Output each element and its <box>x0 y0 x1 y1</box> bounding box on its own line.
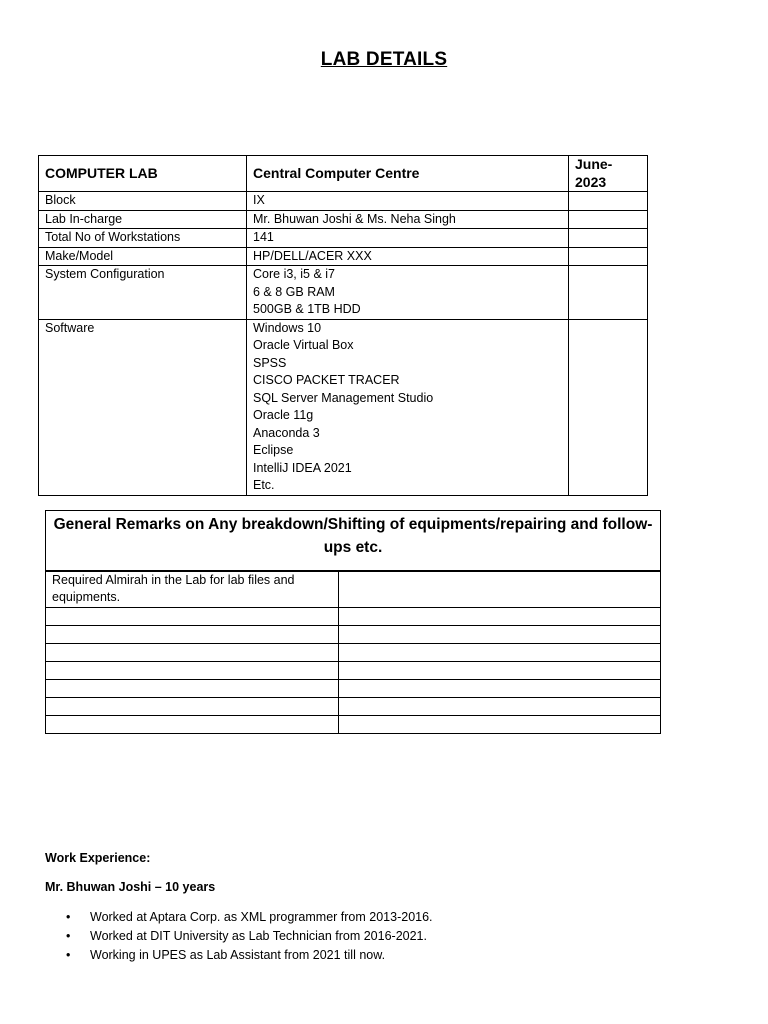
row-label: Lab In-charge <box>39 210 247 229</box>
value-line: SPSS <box>253 355 287 370</box>
value-line: Anaconda 3 <box>253 425 320 440</box>
row-label: System Configuration <box>39 266 247 320</box>
experience-text: Worked at DIT University as Lab Technician from 2016-2021. <box>90 929 427 943</box>
table-row <box>46 680 661 698</box>
value-line: Oracle Virtual Box <box>253 338 354 352</box>
table-row <box>46 626 661 644</box>
value-line: HP/DELL/ACER XXX <box>253 248 372 263</box>
row-extra-cell <box>569 319 648 495</box>
row-label: Software <box>39 319 247 495</box>
value-line: IX <box>253 193 265 207</box>
table-row <box>39 247 648 266</box>
follow-up-cell <box>338 680 660 698</box>
table-row <box>39 266 648 320</box>
value-line: Mr. Bhuwan Joshi & Ms. Neha Singh <box>253 211 456 226</box>
row-label: Make/Model <box>39 247 247 266</box>
row-value <box>247 319 569 495</box>
value-line: Oracle 11g <box>253 408 314 422</box>
follow-up-cell <box>338 716 660 734</box>
row-value <box>247 229 569 248</box>
lab-details-table <box>38 155 648 496</box>
value-line: 6 & 8 GB RAM <box>253 284 335 299</box>
experience-text: Working in UPES as Lab Assistant from 2021 till now. <box>90 948 386 962</box>
work-experience-heading: Work Experience: <box>45 851 151 865</box>
row-extra-cell <box>569 229 648 248</box>
row-label: Total No of Workstations <box>39 229 247 248</box>
remark-cell: Required Almirah in the Lab for lab files and equipments. <box>46 572 339 608</box>
follow-up-cell <box>338 608 660 626</box>
table-row <box>39 229 648 248</box>
value-line: SQL Server Management Studio <box>253 390 434 405</box>
follow-up-cell <box>338 572 660 608</box>
row-extra-cell <box>569 247 648 266</box>
value-line: IntelliJ IDEA 2021 <box>253 460 352 475</box>
list-item <box>45 928 433 947</box>
bullet-icon: • <box>66 910 71 924</box>
row-extra-cell <box>569 210 648 229</box>
bullet-icon: • <box>66 948 71 962</box>
table-row <box>46 608 661 626</box>
follow-up-cell <box>338 626 660 644</box>
remark-cell <box>46 608 339 626</box>
list-item <box>45 909 433 928</box>
remark-cell <box>46 716 339 734</box>
follow-up-cell <box>338 644 660 662</box>
table-row <box>39 192 648 211</box>
page-title: LAB DETAILS <box>320 49 448 70</box>
row-value <box>247 247 569 266</box>
remark-cell <box>46 680 339 698</box>
table-row <box>39 319 648 495</box>
table-row <box>46 572 661 608</box>
row-value <box>247 266 569 320</box>
value-line: Etc. <box>253 478 275 492</box>
table-row <box>46 662 661 680</box>
row-value <box>247 192 569 211</box>
header-cell-lab: COMPUTER LAB <box>39 156 247 192</box>
table-row <box>46 644 661 662</box>
value-line: Core i3, i5 & i7 <box>253 267 335 281</box>
header-cell-date: June-2023 <box>569 156 648 192</box>
experience-list <box>45 909 433 966</box>
follow-up-cell <box>338 698 660 716</box>
person-experience-line: Mr. Bhuwan Joshi – 10 years <box>45 880 216 894</box>
list-item <box>45 947 433 966</box>
remarks-table <box>45 571 661 734</box>
value-line: Windows 10 <box>253 320 322 335</box>
follow-up-cell <box>338 662 660 680</box>
remark-cell <box>46 662 339 680</box>
row-label: Block <box>39 192 247 211</box>
value-line: CISCO PACKET TRACER <box>253 373 400 387</box>
value-line: Eclipse <box>253 443 294 457</box>
row-value <box>247 210 569 229</box>
lab-table-header-row <box>39 156 648 192</box>
header-cell-centre: Central Computer Centre <box>247 156 569 192</box>
table-row <box>39 210 648 229</box>
row-extra-cell <box>569 192 648 211</box>
remark-cell <box>46 644 339 662</box>
table-row <box>46 698 661 716</box>
remarks-heading: General Remarks on Any breakdown/Shifting of equipments/repairing and follow-ups etc. <box>45 510 661 571</box>
bullet-icon: • <box>66 929 71 943</box>
experience-text: Worked at Aptara Corp. as XML programmer from 2013-2016. <box>90 910 433 924</box>
value-line: 141 <box>253 230 274 244</box>
table-row <box>46 716 661 734</box>
remark-cell <box>46 698 339 716</box>
row-extra-cell <box>569 266 648 320</box>
value-line: 500GB & 1TB HDD <box>253 302 361 316</box>
remark-cell <box>46 626 339 644</box>
